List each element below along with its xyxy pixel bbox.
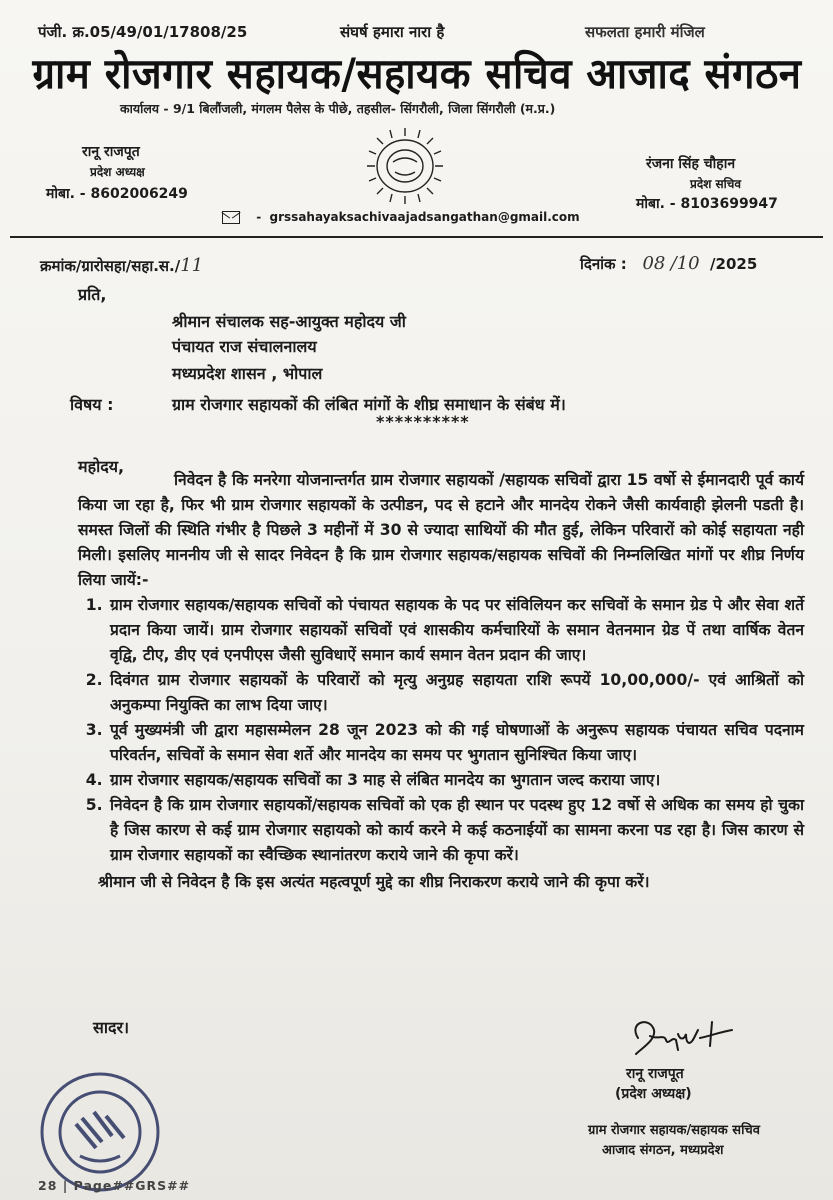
letter-date: दिनांक : 08 /10 /2025 (580, 253, 758, 274)
page-footer: 28 | Page##GRS## (38, 1178, 191, 1193)
header-divider (10, 236, 823, 238)
organization-name: ग्राम रोजगार सहायक/सहायक सचिव आजाद संगठन (32, 49, 802, 99)
signatory-post: (प्रदेश अध्यक्ष) (615, 1086, 692, 1102)
separator-stars: ********** (376, 412, 470, 431)
closing-paragraph: श्रीमान जी से निवेदन है कि इस अत्यंत महत्वपूर्ण मुद्दे का शीघ्र निराकरण कराये जाने की कृपा करें। (98, 873, 650, 891)
signatory-org-line-2: आजाद संगठन, मध्यप्रदेश (602, 1143, 724, 1158)
slogan-center: संघर्ष हमारा नारा है (340, 23, 445, 41)
reference-number (40, 255, 203, 276)
date-label: दिनांक : (580, 255, 627, 273)
president-mobile: मोबा. - 8602006249 (46, 186, 188, 202)
signatory-name: रानू राजपूत (626, 1066, 684, 1082)
date-year: 2025 (715, 255, 758, 273)
subject-label: विषय : (70, 395, 114, 414)
demand-item: 3. पूर्व मुख्यमंत्री जी द्वारा महासम्मेलन 28 जून 2023 को की गई घोषणाओं के अनुरूप सहायक पंचायत सचिव पदनाम परिवर्तन, सचिवों के समान सेवा शर्ते और मानदेय का समय पर भुगतान सुनिश्चित किया जाए। (108, 718, 804, 768)
demand-item: 5. निवेदन है कि ग्राम रोजगार सहायकों/सहायक सचिवों को एक ही स्थान पर पदस्थ हुए 12 वर्षो से अधिक का समय हो चुका है जिस कारण से कई ग्राम रोजगार सहायको को कार्य करने मे कई कठनाईयों का सामना करना पड रहा है। जिस कारण से ग्राम रोजगार सहायकों का स्वैच्छिक स्थानांतरण कराये जाने की कृपा करें। (108, 793, 804, 868)
recipient-line-2: पंचायत राज संचालनालय (172, 337, 317, 356)
reference-handwritten-number: 11 (180, 255, 204, 276)
organization-email: grssahayaksachivaajadsangathan@gmail.com (269, 210, 580, 224)
subject-text: ग्राम रोजगार सहायकों की लंबित मांगों के शीघ्र समाधान के संबंध में। (172, 395, 566, 414)
secretary-mobile: मोबा. - 8103699947 (636, 196, 778, 212)
office-rubber-stamp (36, 1068, 164, 1196)
secretary-name: रंजना सिंह चौहान (646, 156, 736, 172)
organization-logo-seal (355, 126, 455, 206)
office-address: कार्यालय - 9/1 बिलौंजली, मंगलम पैलेस के पीछे, तहसील- सिंगरौली, जिला सिंगरौली (म.प्र.) (120, 101, 556, 116)
handwritten-signature (620, 1010, 740, 1062)
to-label: प्रति, (78, 285, 107, 304)
date-month: 10 (676, 253, 700, 274)
mail-icon (222, 211, 240, 224)
secretary-post: प्रदेश सचिव (690, 177, 742, 191)
registration-number: पंजी. क्र.05/49/01/17808/25 (38, 23, 248, 41)
demands-list (78, 593, 804, 868)
president-post: प्रदेश अध्यक्ष (90, 165, 145, 179)
president-name: रानू राजपूत (82, 144, 140, 160)
date-day: 08 (642, 253, 666, 274)
intro-paragraph: निवेदन है कि मनरेगा योजनान्तर्गत ग्राम रोजगार सहायकों /सहायक सचिवों द्वारा 15 वर्षो से ईमानदारी पूर्व कार्य किया जा रहा है, फिर भी ग्राम रोजगार सहायकों के उत्पीडन, पद से हटाने और मानदेय रोकने जैसी कार्यवाही झेलनी पडती है। समस्त जिलों की स्थिति गंभीर है पिछले 3 महीनों में 30 से ज्यादा साथियों की मौत हुई, लेकिन परिवारों को कोई सहायता नही मिली। इसलिए माननीय जी से सादर निवेदन है कि ग्राम रोजगार सहायक/सहायक सचिवों की निम्नलिखित मांगों पर शीघ्र निर्णय लिया जायें:- (78, 471, 804, 589)
demand-item: 2. दिवंगत ग्राम रोजगार सहायकों के परिवारों को मृत्यु अनुग्रह सहायता राशि रूपयें 10,00,000/- एवं आश्रितों को अनुकम्पा नियुक्ति का लाभ दिया जाए। (108, 668, 804, 718)
demand-item: 1. ग्राम रोजगार सहायक/सहायक सचिवों को पंचायत सहायक के पद पर संविलियन कर सचिवों के समान ग्रेड पे और सेवा शर्ते प्रदान किया जायें। ग्राम रोजगार सहायकों सचिवों एवं शासकीय कर्मचारियों के समान वेतनमान ग्रेड पें तथा वार्षिक वेतन वृद्वि, टीए, डीए एवं एनपीएस जैसी सुविधाऐं समान कार्य समान वेतन प्रदान की जाए। (108, 593, 804, 668)
salutation: महोदय, (78, 457, 125, 476)
signatory-org-line-1: ग्राम रोजगार सहायक/सहायक सचिव (588, 1123, 760, 1138)
reference-prefix: क्रमांक/ग्रारोसहा/सहा.स./ (40, 257, 181, 275)
recipient-line-1: श्रीमान संचालक सह-आयुक्त महोदय जी (172, 312, 406, 331)
email-row: - grssahayaksachivaajadsangathan@gmail.com (222, 210, 580, 224)
slogan-right: सफलता हमारी मंजिल (585, 23, 705, 41)
demand-item: 4. ग्राम रोजगार सहायक/सहायक सचिवों का 3 माह से लंबित मानदेय का भुगतान जल्द कराया जाए। (108, 768, 804, 793)
recipient-line-3: मध्यप्रदेश शासन , भोपाल (172, 364, 323, 383)
letter-body (78, 468, 804, 895)
sadar-text: सादर। (93, 1018, 130, 1037)
